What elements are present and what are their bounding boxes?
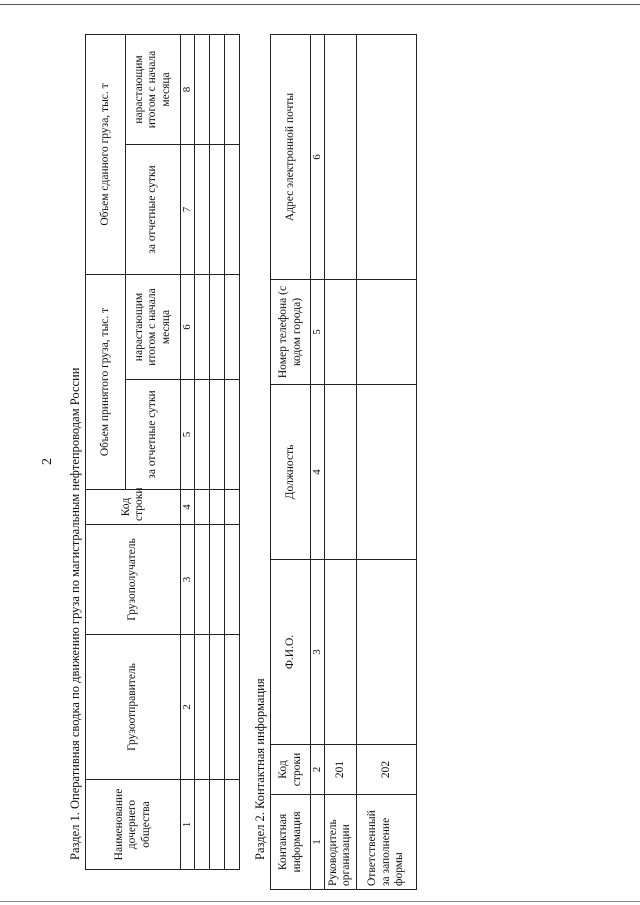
phone-cell: [356, 280, 416, 385]
table-cell: [209, 635, 224, 780]
table-cell: [209, 144, 224, 274]
header-delivered-cumulative: нарастающим итогом с начала месяца: [126, 34, 181, 144]
table-cell: [224, 34, 239, 144]
table-cell: [194, 780, 209, 870]
table-cell: [209, 525, 224, 635]
header-email: Адрес электронной почты: [271, 35, 311, 280]
name-cell: [324, 560, 356, 745]
table-cell: [194, 635, 209, 780]
phone-cell: [324, 280, 356, 385]
table-cell: [224, 144, 239, 274]
table-cell: [209, 780, 224, 870]
table-cell: [209, 380, 224, 490]
column-number: 8: [181, 34, 195, 144]
header-name: Ф.И.О.: [271, 560, 311, 745]
header-position: Должность: [271, 385, 311, 560]
email-cell: [324, 35, 356, 280]
table-cell: [224, 525, 239, 635]
row-code: 202: [356, 745, 416, 795]
column-number: 1: [311, 795, 325, 890]
name-cell: [356, 560, 416, 745]
header-received-per-day: за отчетные сутки: [126, 380, 181, 490]
column-number: 2: [311, 745, 325, 795]
header-phone: Номер телефона (с кодом города): [271, 280, 311, 385]
column-number: 5: [311, 280, 325, 385]
table-row: [324, 35, 356, 890]
table-cell: [194, 144, 209, 274]
position-cell: [324, 385, 356, 560]
table-row: [194, 34, 209, 869]
table-cell: [209, 34, 224, 144]
table-cell: [194, 274, 209, 379]
column-number: 5: [181, 380, 195, 490]
header-received-cumulative: нарастающим итогом с начала месяца: [126, 274, 181, 379]
header-delivered-per-day: за отчетные сутки: [126, 144, 181, 274]
header-subsidiary: Наименование дочернего общества: [86, 780, 181, 870]
header-contact: Контактная информация: [271, 795, 311, 890]
table-cell: [209, 274, 224, 379]
table-cell: [194, 380, 209, 490]
row-label: Ответственный за заполнение формы: [356, 795, 416, 890]
table-row: [209, 34, 224, 869]
table-row: [356, 35, 416, 890]
column-number: 4: [181, 490, 195, 525]
column-number: 2: [181, 635, 195, 780]
header-shipper: Грузоотправитель: [86, 635, 181, 780]
header-delivered: Объем сданного груза, тыс. т: [86, 34, 126, 274]
table-cell: [224, 635, 239, 780]
row-code: 201: [324, 745, 356, 795]
section2-title: Раздел 2. Контактная информация: [253, 678, 267, 860]
page-number: 2: [40, 458, 55, 465]
section2-table: [270, 34, 417, 890]
header-line-code: Код строки: [271, 745, 311, 795]
table-row: [224, 34, 239, 869]
table-cell: [209, 490, 224, 525]
section1-title: Раздел 1. Оперативная сводка по движению груза по магистральным нефтепроводам России: [68, 367, 82, 860]
email-cell: [356, 35, 416, 280]
table-cell: [194, 525, 209, 635]
table-cell: [194, 490, 209, 525]
column-number: 3: [311, 560, 325, 745]
table-cell: [224, 780, 239, 870]
table-cell: [224, 380, 239, 490]
header-received: Объем принятого груза, тыс. т: [86, 274, 126, 489]
header-line-code: Код строки: [86, 490, 181, 525]
header-consignee: Грузополучатель: [86, 525, 181, 635]
column-number: 3: [181, 525, 195, 635]
column-number: 4: [311, 385, 325, 560]
row-label: Руководитель организации: [324, 795, 356, 890]
table-cell: [224, 274, 239, 379]
section1-table: [85, 34, 240, 870]
position-cell: [356, 385, 416, 560]
column-number: 6: [311, 35, 325, 280]
table-cell: [224, 490, 239, 525]
column-number: 7: [181, 144, 195, 274]
column-numbers-row: [311, 35, 325, 890]
column-number: 6: [181, 274, 195, 379]
column-number: 1: [181, 780, 195, 870]
table-cell: [194, 34, 209, 144]
column-numbers-row: [181, 34, 195, 869]
